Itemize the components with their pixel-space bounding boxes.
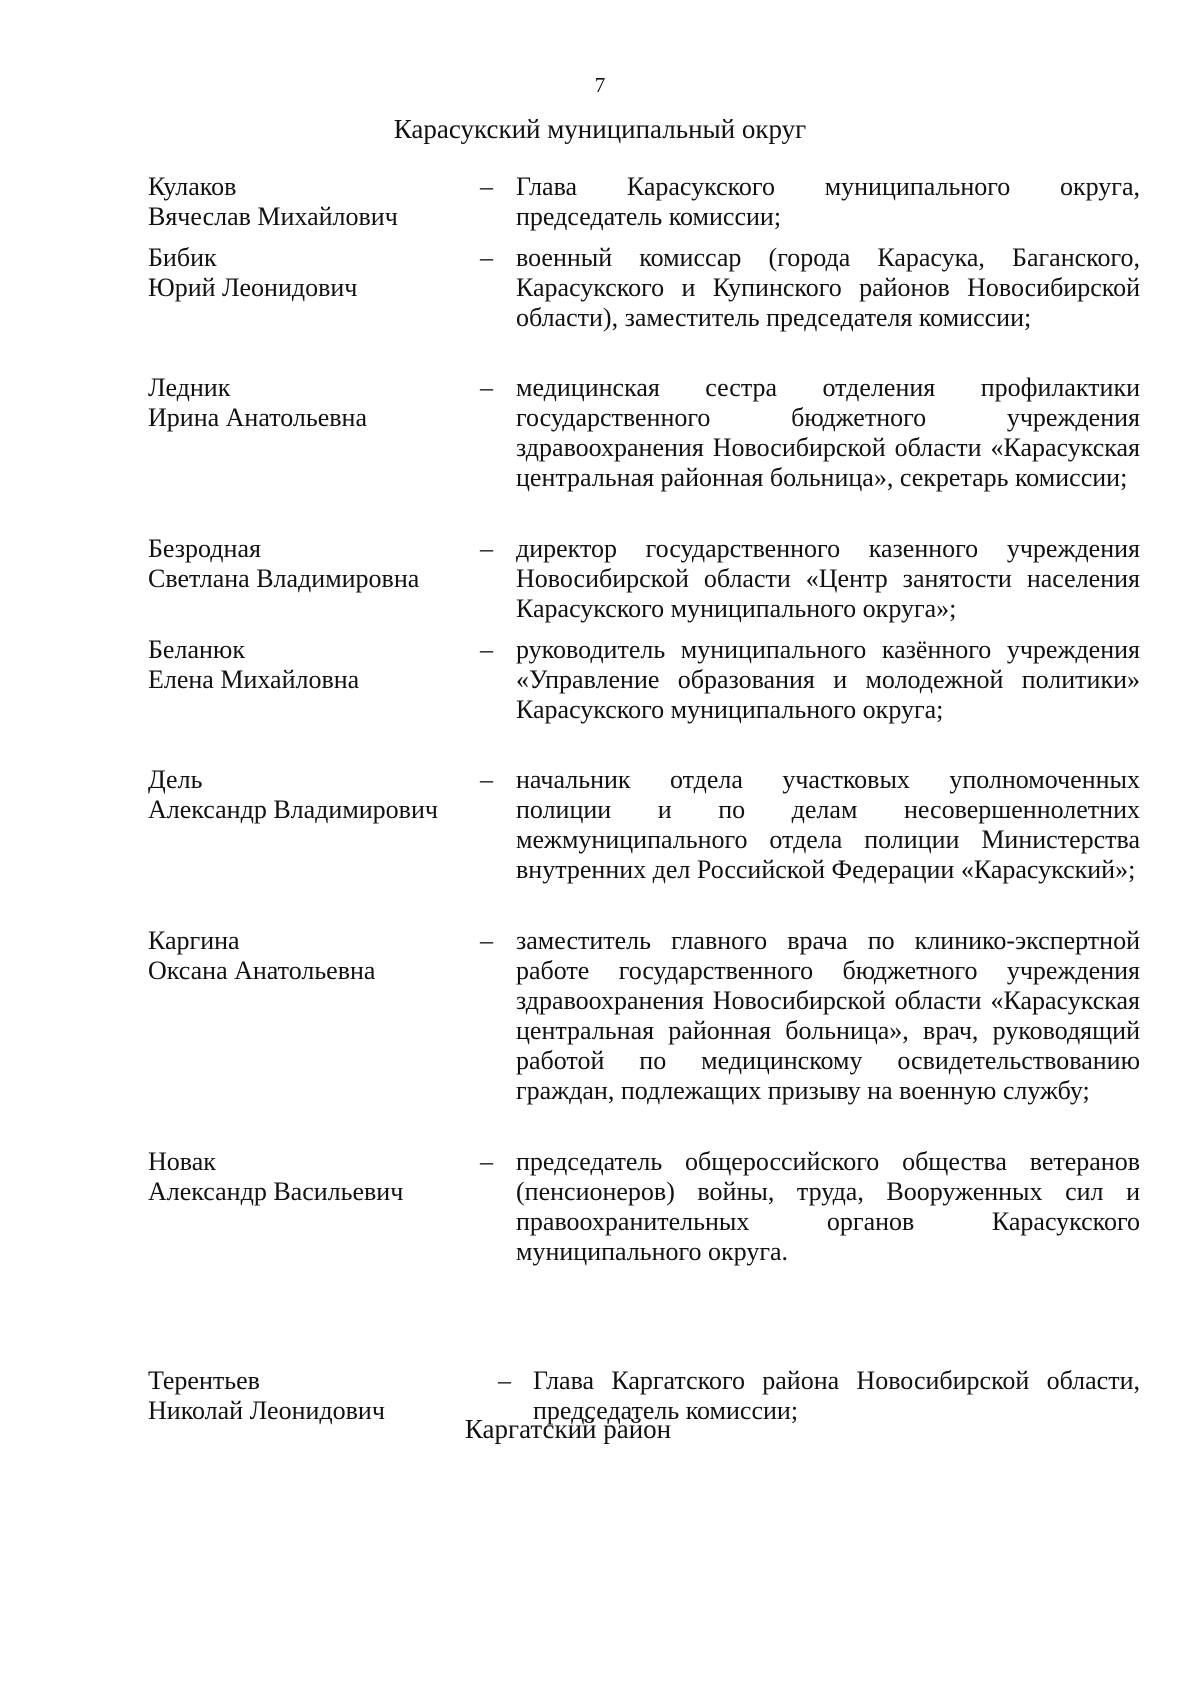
member-role: военный комиссар (города Карасука, Баганского, Карасукского и Купинского районов Новосибирской области), заместитель председателя комиссии; — [516, 243, 1140, 332]
dash-separator: – — [480, 635, 493, 664]
dash-separator: – — [480, 243, 493, 272]
dash-separator: – — [480, 534, 493, 563]
member-name — [148, 635, 478, 695]
page-number: 7 — [594, 73, 606, 97]
member-given-name: Александр Владимирович — [148, 795, 438, 824]
member-given-name: Николай Леонидович — [148, 1396, 385, 1425]
dash-separator: – — [480, 373, 493, 402]
member-role: директор государственного казенного учреждения Новосибирской области «Центр занятости населения Карасукского муниципального округа»; — [516, 534, 1140, 623]
member-given-name: Александр Васильевич — [148, 1177, 404, 1206]
dash-separator: – — [498, 1366, 511, 1395]
member-given-name: Юрий Леонидович — [148, 273, 358, 302]
section-title-text: Каргатский район — [464, 1414, 672, 1444]
member-surname: Ледник — [148, 373, 231, 402]
member-surname: Беланюк — [148, 635, 245, 664]
member-role: начальник отдела участковых уполномоченных полиции и по делам несовершеннолетних межмуниципального отдела полиции Министерства внутренних дел Российской Федерации «Карасукский»; — [516, 765, 1140, 884]
dash-separator: – — [480, 172, 493, 201]
member-surname: Терентьев — [148, 1366, 260, 1395]
member-role: Глава Карасукского муниципального округа, председатель комиссии; — [516, 172, 1140, 231]
member-given-name: Елена Михайловна — [148, 665, 360, 694]
member-given-name: Светлана Владимировна — [148, 564, 420, 593]
member-surname: Каргина — [148, 926, 240, 955]
member-given-name: Оксана Анатольевна — [148, 956, 376, 985]
dash-separator: – — [480, 926, 493, 955]
dash-separator: – — [480, 1147, 493, 1176]
member-surname: Бибик — [148, 243, 217, 272]
member-given-name: Ирина Анатольевна — [148, 403, 367, 432]
member-surname: Безродная — [148, 534, 261, 563]
dash-separator: – — [480, 765, 493, 794]
member-name — [148, 373, 478, 433]
member-role: руководитель муниципального казённого учреждения «Управление образования и молодежной политики» Карасукского муниципального округа; — [516, 635, 1140, 724]
member-role: медицинская сестра отделения профилактики государственного бюджетного учреждения здравоохранения Новосибирской области «Карасукская центральная районная больница», секретарь комиссии; — [516, 373, 1140, 492]
section-title-karasuk: Карасукский муниципальный округ — [393, 114, 807, 144]
member-role: заместитель главного врача по клинико-экспертной работе государственного бюджетного учреждения здравоохранения Новосибирской области «Карасукская центральная районная больница», врач, руководящий работой по медицинскому освидетельствованию граждан, подлежащих призыву на военную службу; — [516, 926, 1140, 1105]
member-surname: Кулаков — [148, 172, 237, 201]
member-name — [148, 1366, 478, 1426]
member-name — [148, 765, 478, 825]
member-name — [148, 926, 478, 986]
member-surname: Дель — [148, 765, 203, 794]
member-name — [148, 534, 478, 594]
member-role: Глава Каргатского района Новосибирской области, председатель комиссии; — [533, 1366, 1140, 1425]
member-name — [148, 172, 478, 232]
member-name — [148, 243, 478, 303]
member-name — [148, 1147, 478, 1207]
member-surname: Новак — [148, 1147, 216, 1176]
member-given-name: Вячеслав Михайлович — [148, 202, 398, 231]
member-role: председатель общероссийского общества ветеранов (пенсионеров) войны, труда, Вооруженных сил и правоохранительных органов Карасукского муниципального округа. — [516, 1147, 1140, 1266]
